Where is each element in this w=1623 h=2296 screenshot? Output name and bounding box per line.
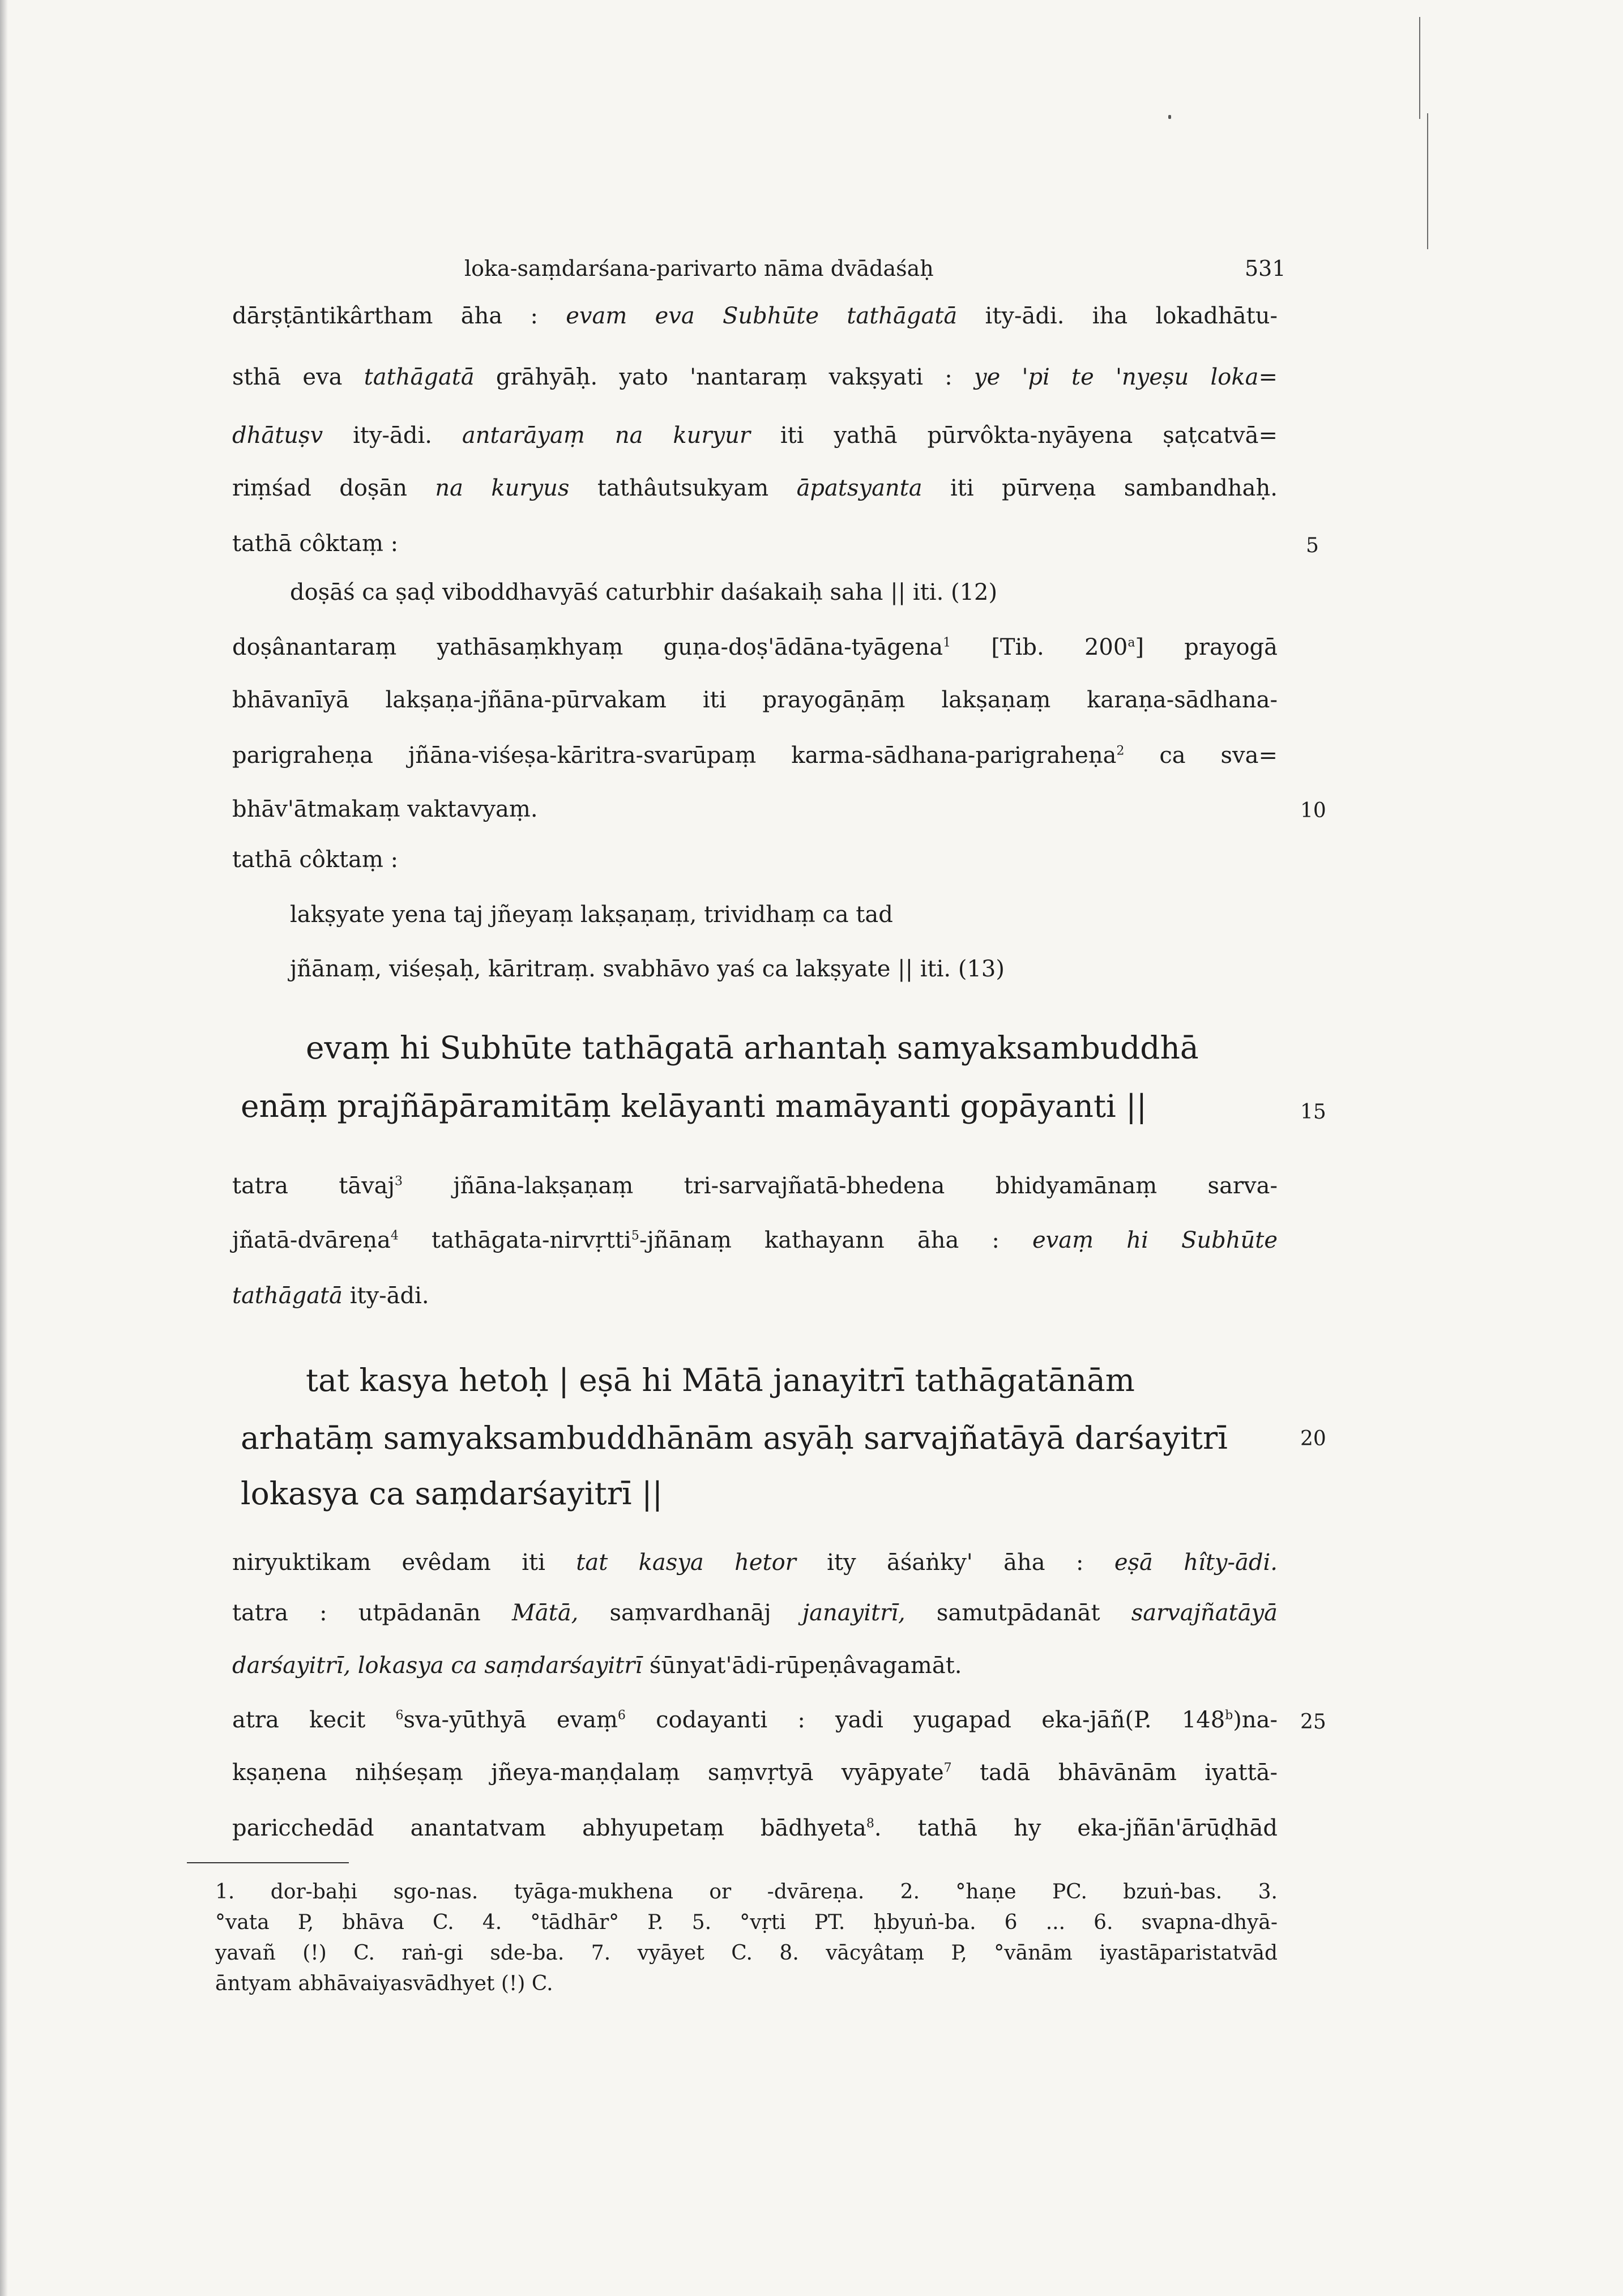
verse-12: doṣāś ca ṣaḍ viboddhavyāś caturbhir daśakaiḥ saha || iti. (12) [290, 579, 998, 605]
verse-13-line1: lakṣyate yena taj jñeyaṃ lakṣaṇaṃ, trividhaṃ ca tad [290, 902, 893, 928]
text: paricchedād anantatvam abhyupetaṃ bādhyeta [232, 1815, 866, 1841]
text: tatra tāvaj [232, 1173, 395, 1199]
sutra-line2: enāṃ prajñāpāramitāṃ kelāyanti mamāyanti gopāyanti || [241, 1088, 1147, 1124]
footnote-ref: 5 [631, 1228, 639, 1243]
para2-line4: bhāv'ātmakaṃ vaktavyaṃ. [232, 796, 538, 822]
italic-text: dhātuṣv [232, 423, 323, 449]
sutra-line2: arhatāṃ samyaksambuddhānām asyāḥ sarvajñatāyā darśayitrī [241, 1420, 1228, 1456]
para3-line1 [232, 1171, 1278, 1201]
text: tathâutsukyam [569, 475, 797, 501]
line-number: 25 [1300, 1710, 1326, 1734]
italic-text: antarāyaṃ na kuryur [462, 423, 750, 449]
italic-text: sarvajñatāyā [1131, 1600, 1278, 1626]
running-title: loka-saṃdarśana-parivarto nāma dvādaśaḥ [464, 256, 934, 281]
italic-text: na kuryus [435, 475, 570, 501]
text: niryuktikam evêdam iti [232, 1550, 576, 1576]
footnote-ref: 4 [390, 1228, 399, 1243]
superscript: a [1127, 635, 1135, 650]
sutra-line3: lokasya ca saṃdarśayitrī || [241, 1475, 663, 1512]
text: tatra : utpādanān [232, 1600, 512, 1626]
text: ity-ādi. [323, 423, 462, 449]
text: samutpādanāt [905, 1600, 1131, 1626]
line-number: 15 [1300, 1100, 1326, 1124]
text: codayanti : yadi yugapad eka-jāñ(P. 148 [625, 1707, 1225, 1733]
footnote-ref: 8 [866, 1816, 874, 1831]
footnote-ref: 6 [395, 1708, 404, 1723]
scan-speck [1168, 115, 1171, 119]
text: kṣaṇena niḥśeṣaṃ jñeya-maṇḍalaṃ saṃvṛtyā vyāpyate [232, 1760, 944, 1786]
text: saṃvardhanāj [578, 1600, 802, 1626]
sutra-line1: tat kasya hetoḥ | eṣā hi Mātā janayitrī tathāgatānām [306, 1362, 1135, 1398]
footnote-line4: āntyam abhāvaiyasvādhyet (!) C. [215, 1972, 553, 1995]
para5-line2 [232, 1758, 1278, 1787]
footnote-ref: 6 [617, 1708, 626, 1723]
verse-13-line2: jñānaṃ, viśeṣaḥ, kāritraṃ. svabhāvo yaś ca lakṣyate || iti. (13) [290, 956, 1005, 982]
para4-line1 [232, 1548, 1278, 1577]
text: tathāgata-nirvṛtti [398, 1227, 631, 1253]
text: doṣânantaraṃ yathāsaṃkhyaṃ guṇa-doṣ'ādāna-tyāgena [232, 634, 943, 660]
text: . tathā hy eka-jñān'ārūḍhād [874, 1815, 1278, 1841]
para1-line1 [232, 301, 1278, 331]
text: sthā eva [232, 364, 364, 390]
footnote-line1: 1. dor-baḥi sgo-nas. tyāga-mukhena or -dvāreṇa. 2. °haṇe PC. bzuṅ-bas. 3. [215, 1880, 1278, 1904]
italic-text: evam eva Subhūte tathāgatā [566, 303, 958, 329]
text: sva-yūthyā evaṃ [403, 1707, 618, 1733]
italic-text: Mātā, [511, 1600, 579, 1626]
text: śūnyat'ādi-rūpeṇâvagamāt. [642, 1653, 962, 1679]
text: riṃśad doṣān [232, 475, 435, 501]
para4-line2 [232, 1598, 1278, 1628]
text: -jñānaṃ kathayann āha : [639, 1227, 1032, 1253]
page-number: 531 [1245, 256, 1286, 281]
scan-right-line [1427, 113, 1428, 249]
line-number: 5 [1306, 534, 1319, 557]
sutra-line1: evaṃ hi Subhūte tathāgatā arhantaḥ samyaksambuddhā [306, 1030, 1199, 1066]
para2-line1 [232, 633, 1278, 662]
line-number: 20 [1300, 1427, 1326, 1450]
footnote-line3: yavañ (!) C. raṅ-gi sde-ba. 7. vyāyet C. 8. vācyâtaṃ P, °vānām iyastāparistatvād [215, 1941, 1278, 1965]
superscript: b [1225, 1708, 1233, 1723]
text: grāhyāḥ. yato 'nantaraṃ vakṣyati : [474, 364, 974, 390]
para1-line2 [232, 362, 1278, 392]
para3-line3 [232, 1281, 429, 1311]
citation-intro: tathā côktaṃ : [232, 531, 399, 557]
para1-line4 [232, 473, 1278, 503]
text: ] prayogā [1135, 634, 1278, 660]
text: atra kecit [232, 1707, 396, 1733]
italic-text: āpatsyanta [796, 475, 922, 501]
italic-text: janayitrī, [802, 1600, 906, 1626]
italic-text: eṣā hîty-ādi. [1114, 1550, 1278, 1576]
para3-line2 [232, 1226, 1278, 1255]
italic-text: tathāgatā [364, 364, 475, 390]
para2-line2: bhāvanīyā lakṣaṇa-jñāna-pūrvakam iti prayogāṇāṃ lakṣaṇaṃ karaṇa-sādhana- [232, 687, 1278, 713]
text: tadā bhāvānām iyattā- [951, 1760, 1278, 1786]
footnote-line2: °vata P, bhāva C. 4. °tādhār° P. 5. °vṛti PT. ḥbyuṅ-ba. 6 ... 6. svapna-dhyā- [215, 1911, 1278, 1934]
line-number: 10 [1300, 799, 1326, 822]
para2-line3 [232, 741, 1278, 770]
text: jñatā-dvāreṇa [232, 1227, 391, 1253]
text: ity-ādi. iha lokadhātu- [957, 303, 1278, 329]
italic-text: darśayitrī, lokasya ca saṃdarśayitrī [232, 1653, 643, 1679]
scan-left-edge [0, 0, 8, 2296]
para5-line1 [232, 1705, 1278, 1735]
text: iti pūrveṇa sambandhaḥ. [922, 475, 1278, 501]
scan-right-line [1419, 17, 1420, 119]
text: parigraheṇa jñāna-viśeṣa-kāritra-svarūpaṃ karma-sādhana-parigraheṇa [232, 742, 1117, 769]
italic-text: tat kasya hetor [576, 1550, 796, 1576]
text: )na- [1233, 1707, 1278, 1733]
italic-text: evaṃ hi Subhūte [1032, 1227, 1278, 1253]
text: [Tib. 200 [951, 634, 1128, 660]
para1-line3 [232, 421, 1278, 450]
text: jñāna-lakṣaṇaṃ tri-sarvajñatā-bhedena bhidyamānaṃ sarva- [403, 1173, 1278, 1199]
text: ity-ādi. [342, 1283, 429, 1309]
text: dārṣṭāntikârtham āha : [232, 303, 566, 329]
text: iti yathā pūrvôkta-nyāyena ṣaṭcatvā= [750, 423, 1278, 449]
para5-line3 [232, 1813, 1278, 1843]
footnote-rule [187, 1862, 349, 1863]
text: ity āśaṅky' āha : [796, 1550, 1114, 1576]
text: ca sva= [1124, 742, 1278, 769]
italic-text: tathāgatā [232, 1283, 343, 1309]
footnote-ref: 7 [943, 1761, 952, 1776]
para4-line3 [232, 1651, 962, 1680]
citation-intro: tathā côktaṃ : [232, 847, 399, 873]
footnote-ref: 2 [1116, 744, 1125, 758]
footnote-ref: 3 [395, 1174, 403, 1189]
italic-text: ye 'pi te 'nyeṣu loka= [973, 364, 1278, 390]
footnote-ref: 1 [943, 635, 951, 650]
